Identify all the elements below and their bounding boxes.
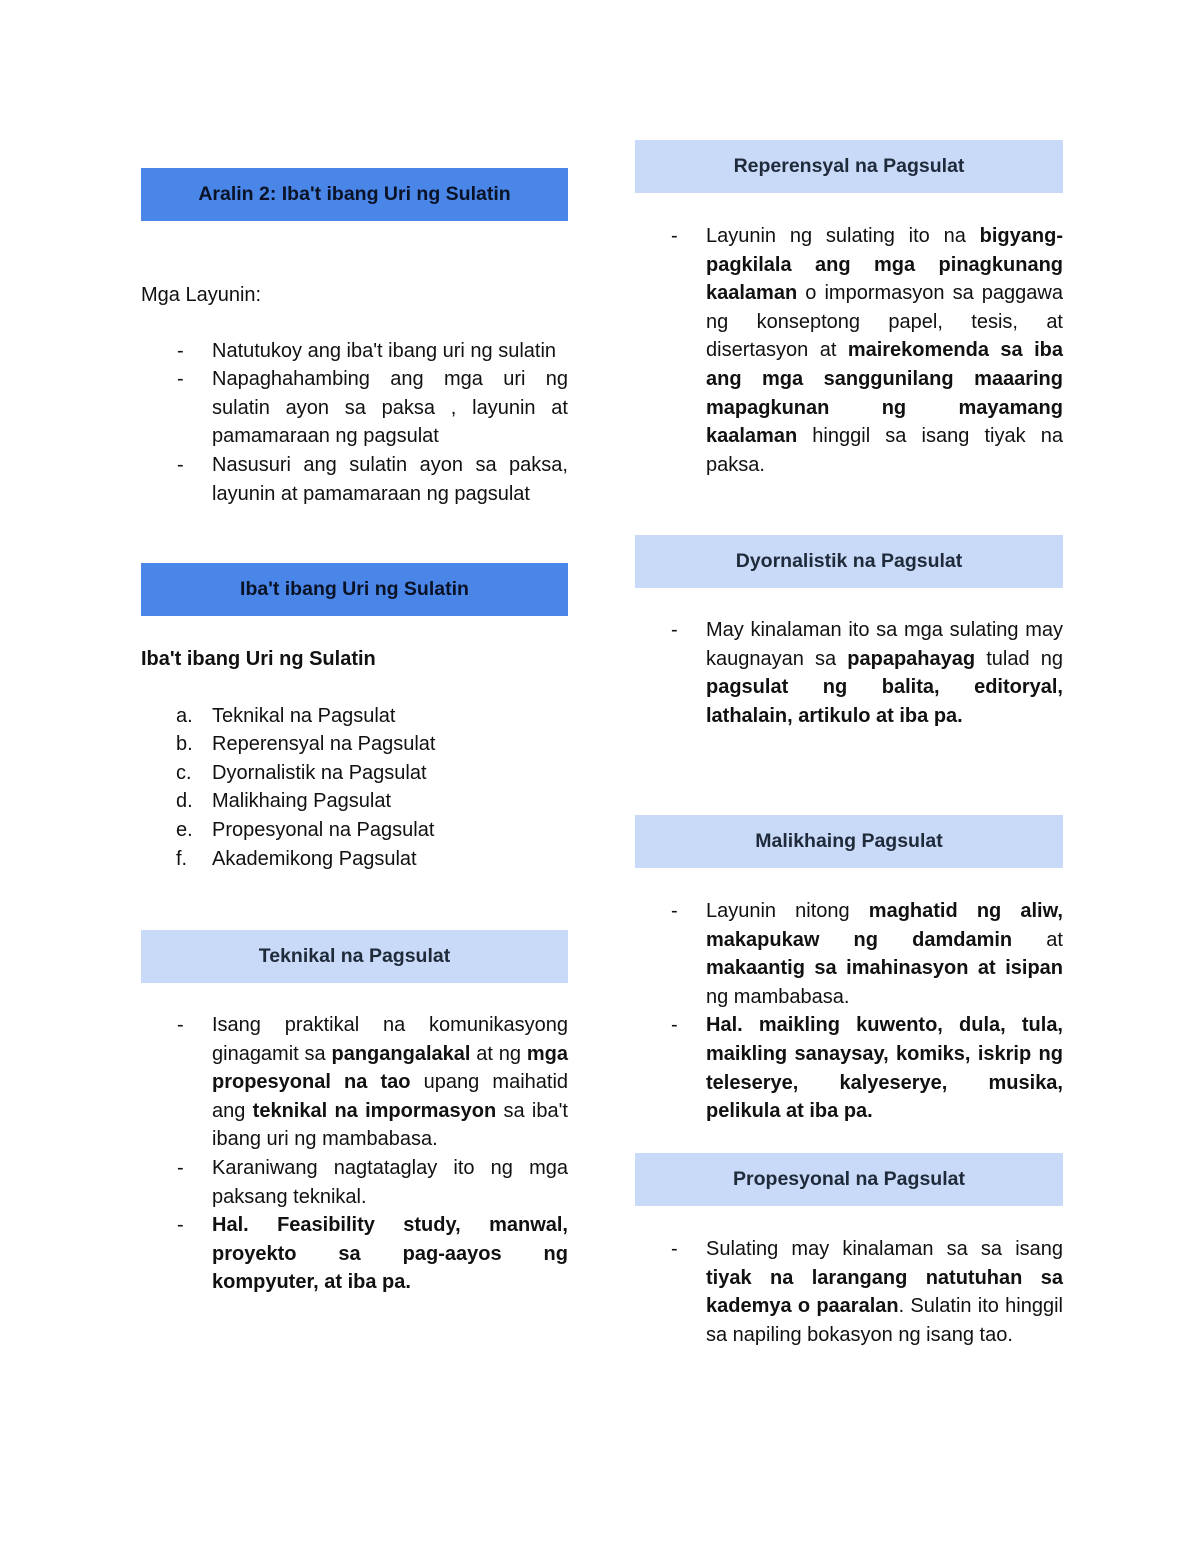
text-run: Isang praktikal na komunikasyong ginagamit sa [212, 1014, 568, 1065]
malikhain-block [635, 897, 1063, 1126]
reperensyal-block [635, 222, 1063, 479]
dash-bullet: - [177, 368, 184, 391]
bold-text: mga propesyonal na tao [212, 1042, 568, 1094]
bold-text: pagsulat ng balita, editoryal, lathalain, artikulo at iba pa. [706, 676, 1063, 727]
types-section-box [141, 563, 568, 616]
reperensyal-title: Reperensyal na Pagsulat [733, 155, 965, 178]
objectives-label: Mga Layunin: [141, 284, 262, 306]
text-run: Layunin ng sulating ito na [706, 225, 980, 247]
list-item [635, 222, 1063, 479]
list-item-text: Malikhaing Pagsulat [212, 790, 391, 813]
dyornalistik-block [635, 616, 1063, 730]
text-run: sa iba't ibang uri ng mambabasa. [212, 1099, 568, 1151]
list-item-text: Akademikong Pagsulat [212, 847, 417, 870]
malikhain-list [635, 897, 1063, 1126]
text-run: . Sulatin ito hinggil sa napiling bokasyon ng isang tao. [706, 1295, 1063, 1346]
text-run: May kinalaman ito sa mga sulating may kaugnayan sa [706, 619, 1063, 670]
list-item [141, 451, 568, 508]
objectives-list [141, 337, 568, 509]
propesyonal-block [635, 1235, 1063, 1349]
dash-bullet: - [177, 1014, 184, 1036]
types-heading: Iba't ibang Uri ng Sulatin [141, 648, 376, 670]
list-item [141, 816, 568, 845]
text-run: at ng [470, 1042, 527, 1065]
propesyonal-list [635, 1235, 1063, 1349]
teknikal-box [141, 930, 568, 983]
bold-text: teknikal na impormasyon [252, 1099, 497, 1122]
list-letter: f. [176, 847, 188, 870]
text-run: hinggil sa isang tiyak na paksa. [706, 425, 1063, 476]
bold-text: papapahayag [847, 647, 976, 670]
list-item [635, 1011, 1063, 1125]
lesson-title: Aralin 2: Iba't ibang Uri ng Sulatin [198, 183, 511, 206]
dash-bullet: - [671, 1238, 678, 1260]
list-item [141, 337, 568, 366]
text-run: Layunin nitong [706, 900, 869, 922]
dash-bullet: - [177, 453, 184, 476]
list-item [635, 897, 1063, 1011]
types-block [141, 645, 568, 873]
list-item-text: Reperensyal na Pagsulat [212, 733, 436, 756]
dyornalistik-list [635, 616, 1063, 730]
list-item-text: Propesyonal na Pagsulat [212, 818, 435, 841]
propesyonal-title: Propesyonal na Pagsulat [733, 1168, 965, 1191]
list-letter: e. [176, 818, 193, 841]
list-item [141, 702, 568, 731]
reperensyal-list [635, 222, 1063, 479]
list-letter: c. [176, 761, 192, 784]
propesyonal-box [635, 1153, 1063, 1206]
teknikal-title: Teknikal na Pagsulat [258, 945, 451, 968]
list-item-text: Teknikal na Pagsulat [212, 704, 396, 727]
text-run: Napaghahambing ang mga uri ng sulatin ayon sa paksa , layunin at pamamaraan ng pagsulat [212, 368, 568, 448]
dash-bullet: - [671, 900, 678, 922]
text-run: o impormasyon sa paggawa ng konseptong papel, tesis, at disertasyon at [706, 282, 1063, 362]
text-run: at [1012, 928, 1063, 951]
list-item [141, 845, 568, 874]
list-item [141, 730, 568, 759]
lesson-title-box [141, 168, 568, 221]
malikhain-box [635, 815, 1063, 868]
list-item [635, 616, 1063, 730]
bold-text: Hal. maikling kuwento, dula, tula, maikling sanaysay, komiks, iskrip ng teleserye, kalyeserye, musika, pelikula at iba pa. [706, 1014, 1063, 1123]
bold-text: makaantig sa imahinasyon at isipan [706, 957, 1063, 980]
dash-bullet: - [177, 1156, 184, 1179]
list-item [141, 759, 568, 788]
dash-bullet: - [177, 1214, 184, 1237]
malikhain-title: Malikhaing Pagsulat [755, 830, 943, 853]
objectives-block [141, 281, 568, 508]
dyornalistik-title: Dyornalistik na Pagsulat [735, 550, 963, 573]
dash-bullet: - [671, 619, 678, 641]
list-item [141, 1011, 568, 1154]
list-item [141, 787, 568, 816]
list-item [141, 1154, 568, 1211]
bold-text: mairekomenda sa iba ang mga sanggunilang maaaring mapagkunan ng mayamang kaalaman [706, 339, 1063, 448]
dash-bullet: - [671, 225, 678, 247]
teknikal-list [141, 1011, 568, 1297]
list-item [141, 365, 568, 451]
bold-text: bigyang-pagkilala ang mga pinagkunang kaalaman [706, 225, 1063, 305]
types-section-title: Iba't ibang Uri ng Sulatin [240, 578, 469, 601]
text-run: Natutukoy ang iba't ibang uri ng sulatin [212, 339, 557, 362]
bold-text: pangangalakal [331, 1042, 471, 1065]
dyornalistik-box [635, 535, 1063, 588]
teknikal-block [141, 1011, 568, 1297]
text-run: tulad ng [975, 647, 1063, 670]
text-run: upang maihatid ang [212, 1071, 569, 1122]
text-run: Nasusuri ang sulatin ayon sa paksa, layunin at pamamaraan ng pagsulat [212, 453, 568, 505]
reperensyal-box [635, 140, 1063, 193]
text-run: ng mambabasa. [706, 985, 850, 1008]
types-list [141, 702, 568, 874]
bold-text: Hal. Feasibility study, manwal, proyekto sa pag-aayos ng kompyuter, at iba pa. [212, 1214, 568, 1294]
list-item-text: Dyornalistik na Pagsulat [212, 761, 427, 784]
list-letter: a. [176, 704, 193, 727]
list-item [635, 1235, 1063, 1349]
text-run: Sulating may kinalaman sa sa isang [706, 1238, 1063, 1260]
list-letter: b. [176, 733, 193, 756]
text-run: Karaniwang nagtataglay ito ng mga paksang teknikal. [212, 1156, 568, 1208]
dash-bullet: - [671, 1014, 678, 1037]
bold-text: maghatid ng aliw, makapukaw ng damdamin [706, 900, 1063, 951]
list-item [141, 1211, 568, 1297]
bold-text: tiyak na larangang natutuhan sa kademya o paaralan [706, 1266, 1063, 1318]
list-letter: d. [176, 790, 193, 813]
dash-bullet: - [177, 339, 184, 362]
